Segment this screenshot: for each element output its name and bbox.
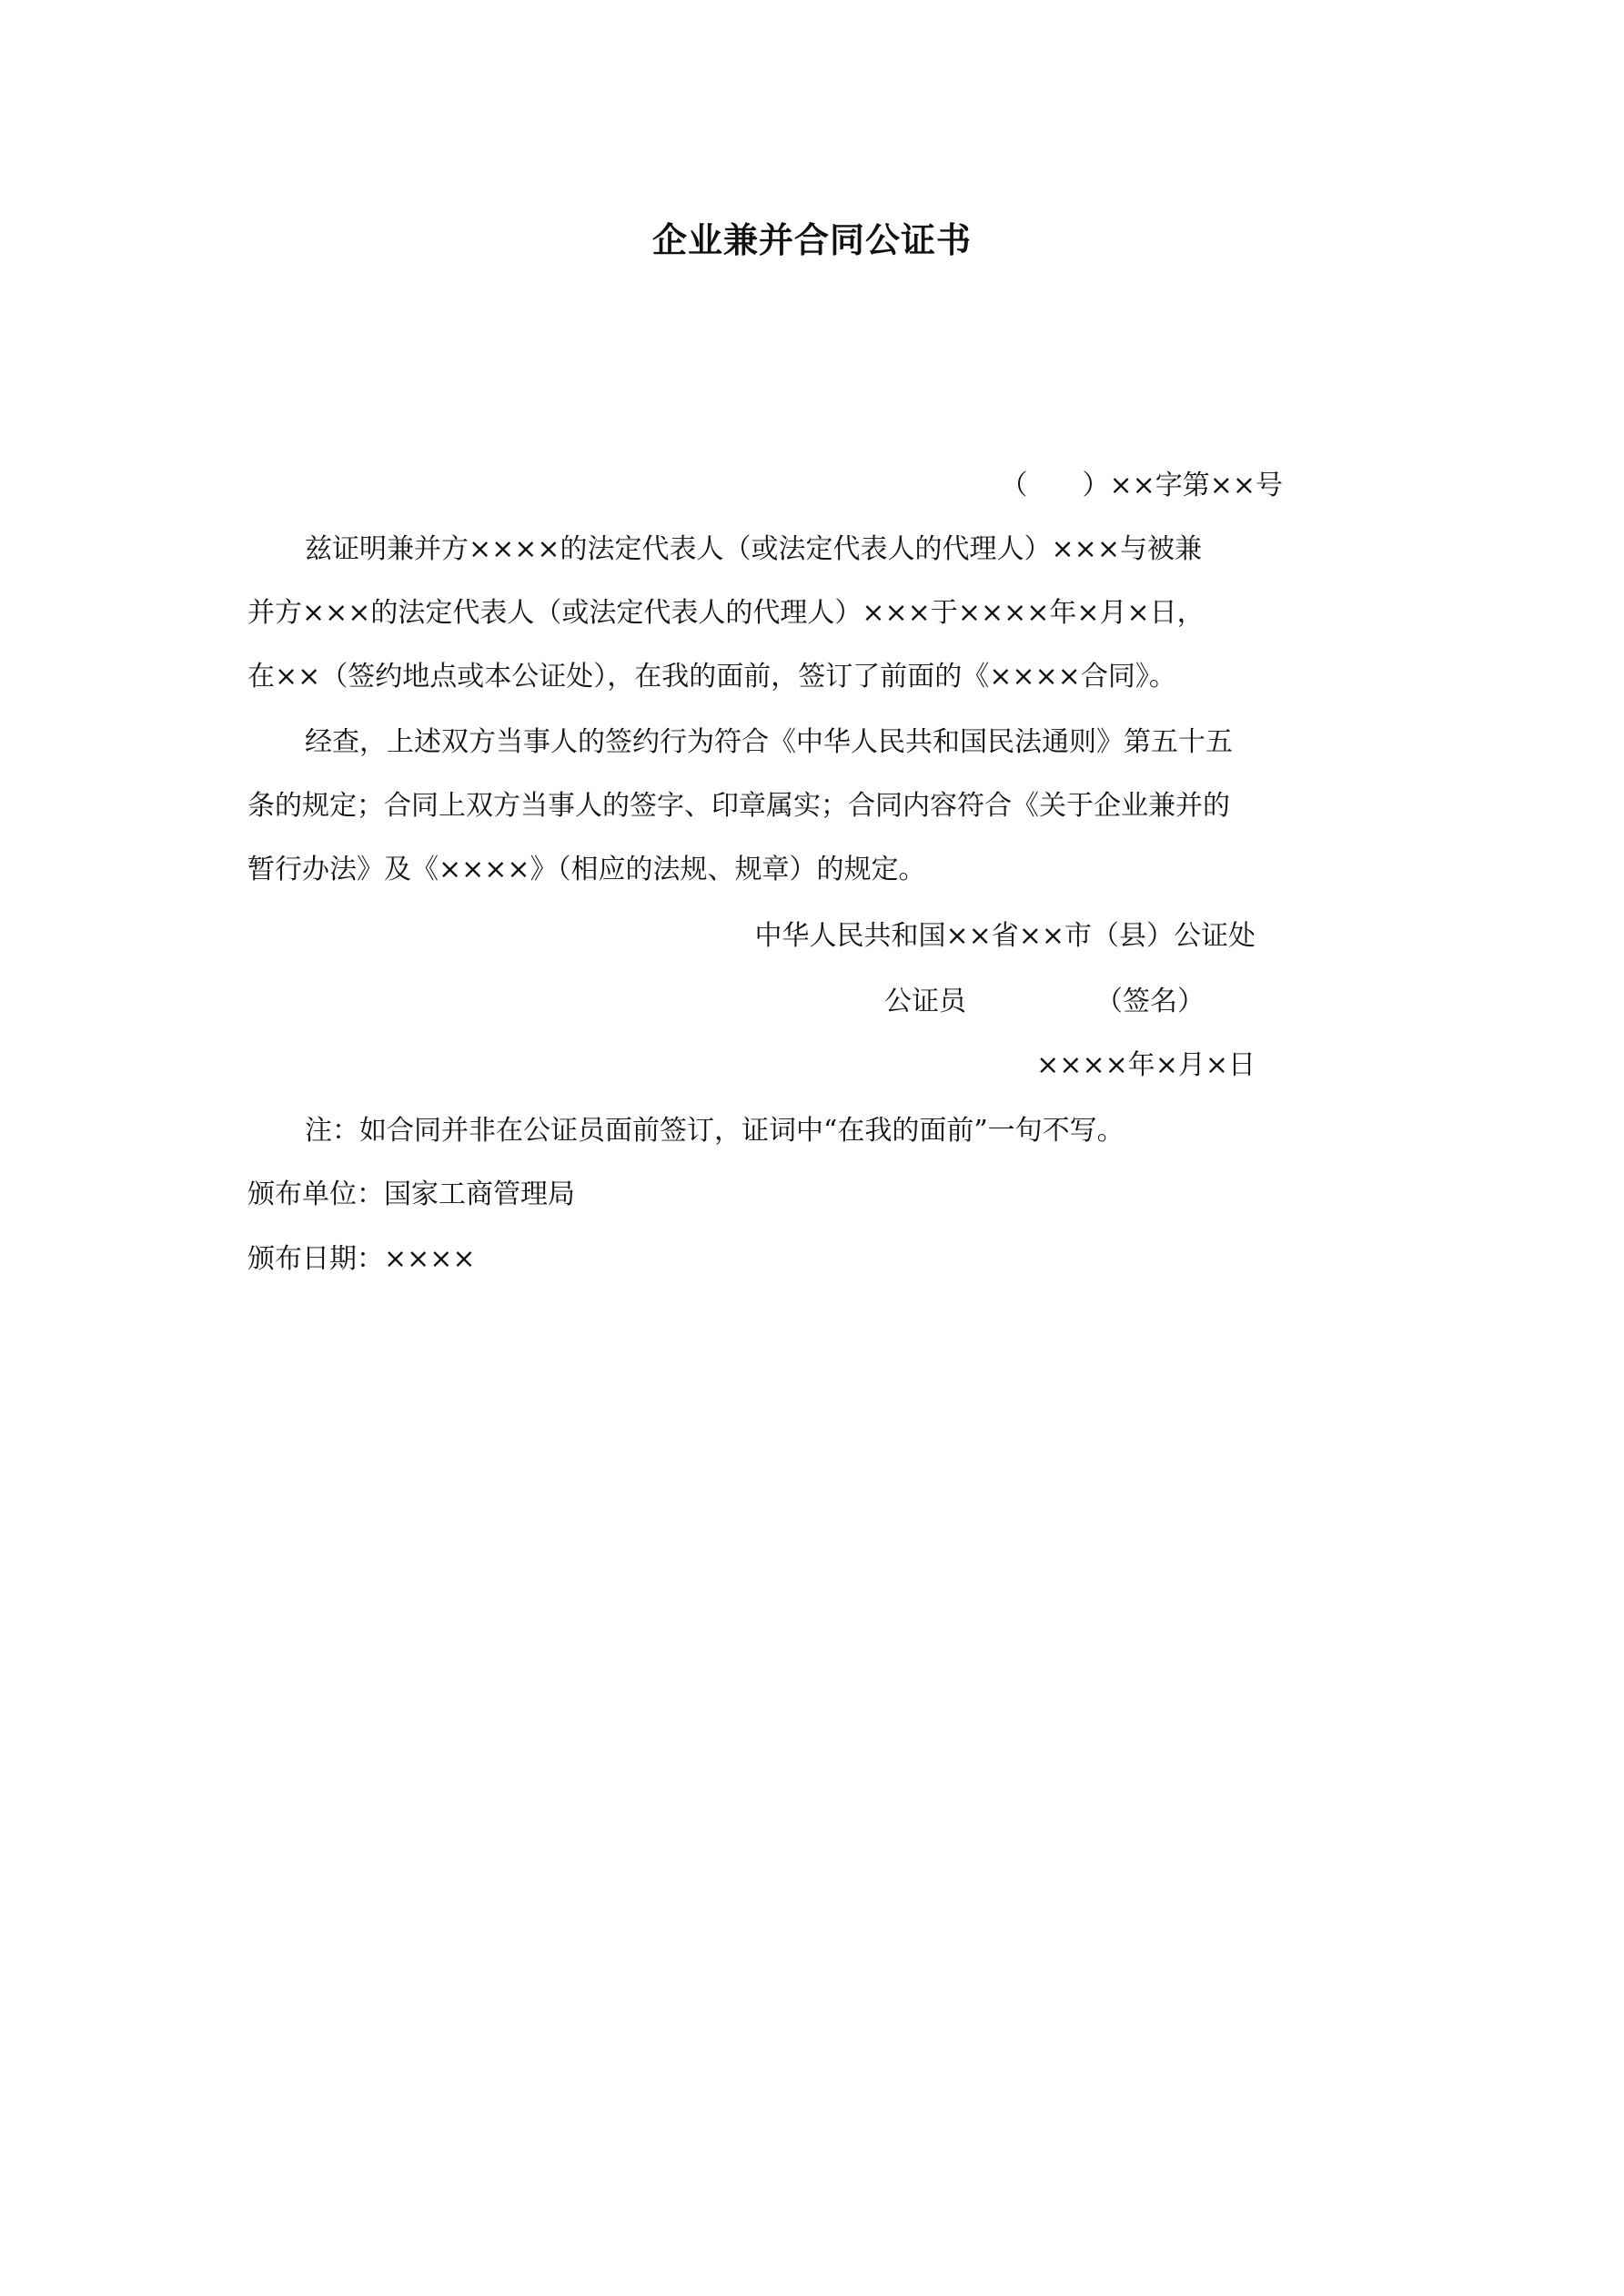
notary-signature-row <box>884 984 1205 1020</box>
notarization-date: ××××年×月×日 <box>1036 1049 1256 1081</box>
paragraph2-line3: 暂行办法》及《××××》（相应的法规、规章）的规定。 <box>247 854 926 885</box>
notary-label: 公证员 <box>884 986 966 1017</box>
notary-office: 中华人民共和国××省××市（县）公证处 <box>754 920 1256 952</box>
certificate-number: （ ）××字第××号 <box>1000 470 1283 501</box>
document-title: 企业兼并合同公证书 <box>651 219 972 260</box>
paragraph1-line2: 并方×××的法定代表人（或法定代表人的代理人）×××于××××年×月×日， <box>247 597 1205 629</box>
issuing-authority: 颁布单位：国家工商管理局 <box>247 1178 575 1210</box>
paragraph2-line1: 经查，上述双方当事人的签约行为符合《中华人民共和国民法通则》第五十五 <box>305 726 1233 758</box>
paragraph1-line3: 在××（签约地点或本公证处），在我的面前，签订了前面的《××××合同》。 <box>247 661 1176 693</box>
note: 注：如合同并非在公证员面前签订，证词中“在我的面前”一句不写。 <box>305 1115 1125 1147</box>
paragraph1-line1: 兹证明兼并方××××的法定代表人（或法定代表人的代理人）×××与被兼 <box>305 533 1202 565</box>
paragraph2-line2: 条的规定；合同上双方当事人的签字、印章属实；合同内容符合《关于企业兼并的 <box>247 790 1230 822</box>
issue-date: 颁布日期：×××× <box>247 1243 476 1275</box>
signature-placeholder: （签名） <box>1095 986 1205 1017</box>
